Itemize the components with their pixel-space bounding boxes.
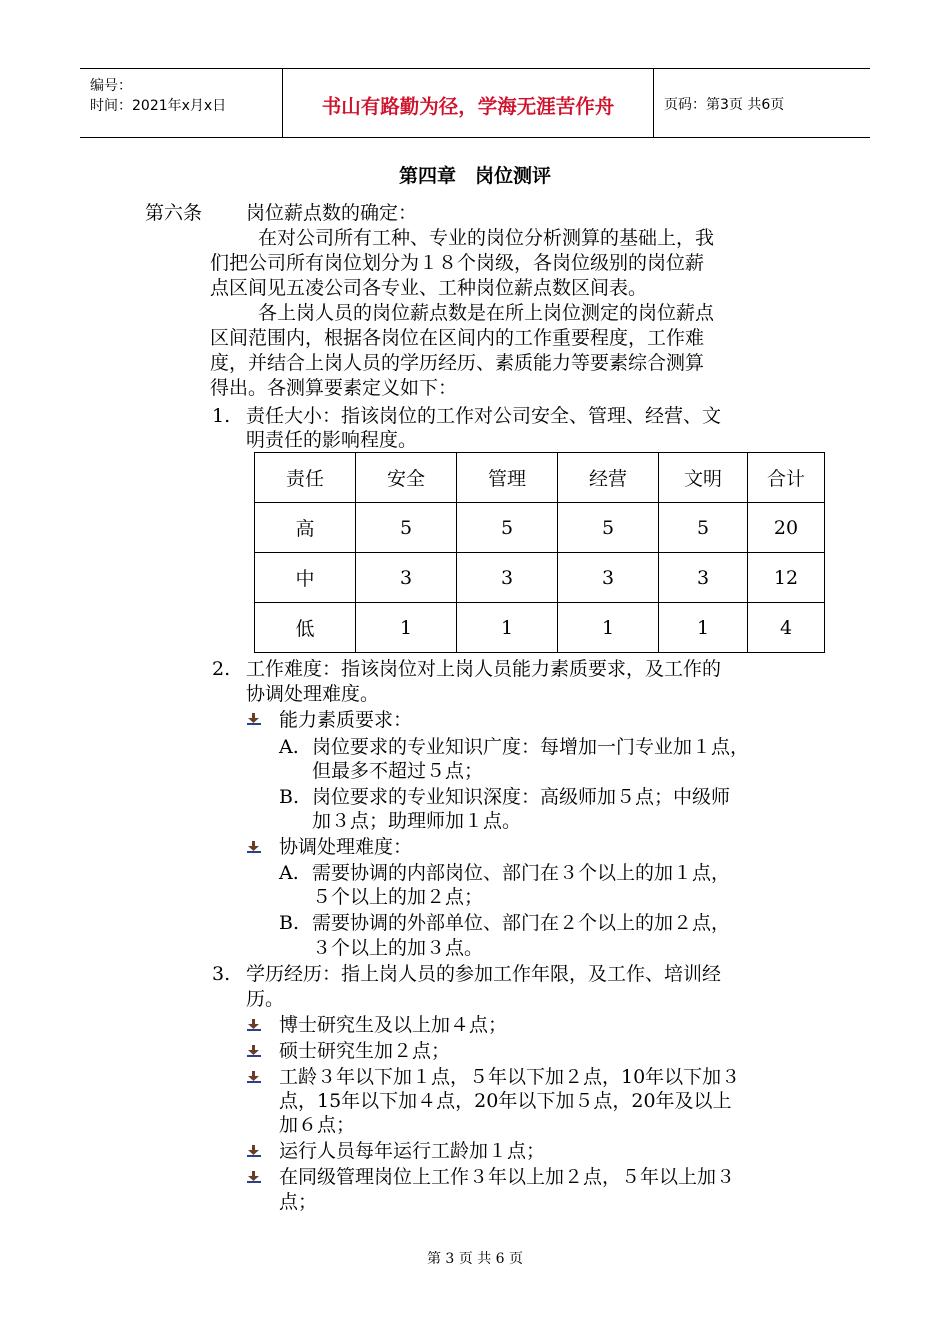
bullet-arrow-icon	[247, 1045, 261, 1057]
sub-item-text: 加３点；助理师加１点。	[312, 810, 522, 832]
table-header-row	[255, 453, 825, 503]
table-header-cell: 安全	[356, 453, 457, 503]
bullet-text: 加６点；	[279, 1114, 356, 1136]
sub-item-text: 岗位要求的专业知识深度：高级师加５点；中级师	[312, 786, 731, 808]
responsibility-table	[254, 452, 825, 653]
bullet-text: 点，15年以下加４点，20年以下加５点，20年及以上	[279, 1090, 732, 1112]
table-cell: 12	[748, 553, 825, 603]
bullet-arrow-icon	[247, 713, 261, 725]
paragraph-line: 各上岗人员的岗位薪点数是在所上岗位测定的岗位薪点	[258, 302, 715, 324]
page-header	[80, 68, 870, 138]
table-cell: 5	[659, 503, 748, 553]
table-cell: 3	[457, 553, 558, 603]
bullet-text: 工龄３年以下加１点，５年以下加２点，10年以下加３	[279, 1066, 741, 1088]
table-cell: 中	[255, 553, 356, 603]
sub-item-mark: A.	[279, 736, 299, 758]
item-text: 学历经历：指上岗人员的参加工作年限，及工作、培训经	[246, 963, 722, 985]
table-cell: 1	[457, 603, 558, 653]
sub-item-mark: B.	[279, 912, 300, 934]
table-cell: 5	[558, 503, 659, 553]
sub-item-mark: A.	[279, 862, 299, 884]
header-center-cell	[283, 69, 654, 137]
bullet-arrow-icon	[247, 1171, 261, 1183]
bullet-arrow-icon	[247, 841, 261, 853]
page-footer: 第 3 页 共 6 页	[426, 1251, 524, 1267]
table-header-cell: 管理	[457, 453, 558, 503]
paragraph-line: 区间范围内，根据各岗位在区间内的工作重要程度，工作难	[210, 327, 705, 349]
table-cell: 3	[356, 553, 457, 603]
table-cell: 4	[748, 603, 825, 653]
table-cell: 20	[748, 503, 825, 553]
paragraph-line: 度，并结合上岗人员的学历经历、素质能力等要素综合测算	[210, 352, 705, 374]
sub-item-text: 岗位要求的专业知识广度：每增加一门专业加１点，	[312, 736, 750, 758]
doc-number-label: 编号：	[90, 78, 132, 94]
article-heading: 岗位薪点数的确定：	[246, 202, 418, 224]
bullet-text: 在同级管理岗位上工作３年以上加２点，５年以上加３	[279, 1166, 736, 1188]
bullet-arrow-icon	[247, 1145, 261, 1157]
table-cell: 3	[558, 553, 659, 603]
page-info: 页码：第3页 共6页	[664, 97, 785, 113]
table-cell: 5	[457, 503, 558, 553]
table-header-cell: 责任	[255, 453, 356, 503]
item-text: 明责任的影响程度。	[246, 429, 418, 451]
table-cell: 3	[659, 553, 748, 603]
sub-item-mark: B.	[279, 786, 300, 808]
paragraph-line: 在对公司所有工种、专业的岗位分析测算的基础上，我	[258, 227, 715, 249]
paragraph-line: 点区间见五凌公司各专业、工种岗位薪点数区间表。	[210, 277, 648, 299]
bullet-text: 点；	[279, 1191, 318, 1213]
table-cell: 5	[356, 503, 457, 553]
header-right-cell	[654, 69, 870, 137]
motto-text: 书山有路勤为径，学海无涯苦作舟	[321, 95, 615, 118]
sub-item-text: 需要协调的内部岗位、部门在３个以上的加１点，	[312, 862, 731, 884]
sub-heading: 能力素质要求：	[279, 709, 413, 731]
sub-item-text: 但最多不超过５点；	[312, 760, 484, 782]
article-label: 第六条	[145, 202, 203, 224]
sub-heading: 协调处理难度：	[279, 836, 413, 858]
bullet-text: 博士研究生及以上加４点；	[279, 1014, 508, 1036]
table-cell: 高	[255, 503, 356, 553]
doc-time-label: 时间：2021年x月x日	[90, 98, 227, 114]
sub-item-text: 需要协调的外部单位、部门在２个以上的加２点，	[312, 912, 731, 934]
item-text: 历。	[246, 988, 285, 1010]
item-text: 责任大小：指该岗位的工作对公司安全、管理、经营、文	[246, 405, 722, 427]
bullet-arrow-icon	[247, 1071, 261, 1083]
sub-item-text: ５个以上的加２点；	[312, 886, 484, 908]
table-row	[255, 553, 825, 603]
bullet-text: 硕士研究生加２点；	[279, 1040, 451, 1062]
item-number: 1.	[212, 405, 231, 427]
table-row	[255, 503, 825, 553]
item-text: 工作难度：指该岗位对上岗人员能力素质要求，及工作的	[246, 658, 722, 680]
bullet-text: 运行人员每年运行工龄加１点；	[279, 1140, 546, 1162]
table-cell: 1	[356, 603, 457, 653]
item-number: 2.	[212, 658, 231, 680]
item-number: 3.	[212, 963, 231, 985]
table-row	[255, 603, 825, 653]
sub-item-text: ３个以上的加３点。	[312, 937, 484, 959]
header-left-cell	[80, 69, 283, 137]
paragraph-line: 们把公司所有岗位划分为１８个岗级，各岗位级别的岗位薪	[210, 252, 705, 274]
bullet-arrow-icon	[247, 1019, 261, 1031]
chapter-title: 第四章 岗位测评	[398, 165, 551, 187]
table-header-cell: 经营	[558, 453, 659, 503]
table-header-cell: 文明	[659, 453, 748, 503]
item-text: 协调处理难度。	[246, 683, 380, 705]
table-cell: 1	[558, 603, 659, 653]
table-cell: 低	[255, 603, 356, 653]
table-header-cell: 合计	[748, 453, 825, 503]
table-cell: 1	[659, 603, 748, 653]
paragraph-line: 得出。各测算要素定义如下：	[210, 377, 458, 399]
